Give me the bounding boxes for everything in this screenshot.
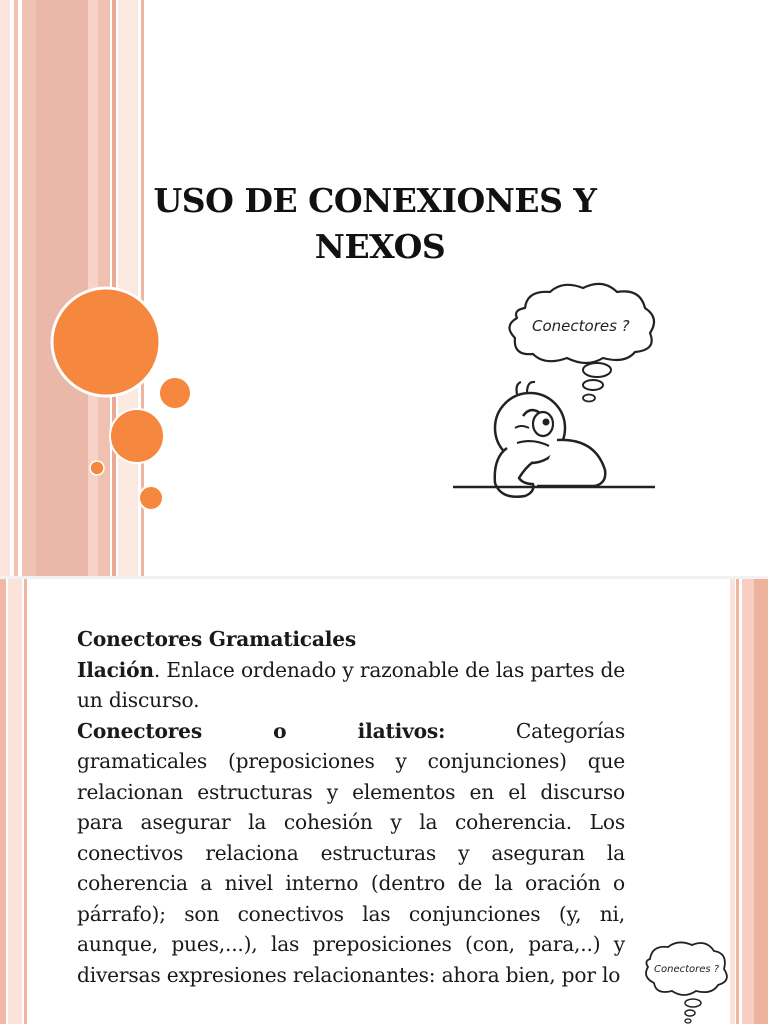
ilacion-term: Ilación — [77, 657, 154, 682]
decorative-circles — [40, 280, 210, 520]
thought-bubble-illustration — [638, 939, 733, 1024]
ilacion-definition: . Enlace ordenado y razonable de las partes de un discurso. — [77, 657, 625, 712]
content-slide — [0, 579, 768, 1024]
thought-bubble-text-small: Conectores ? — [654, 964, 720, 975]
conectores-first-line — [77, 716, 625, 747]
decorative-stripes-left — [0, 579, 30, 1024]
thinking-person-illustration — [445, 278, 670, 508]
content-text — [77, 624, 625, 990]
slide-title — [130, 178, 620, 270]
title-line-2: NEXOS — [314, 227, 446, 266]
section-heading: Conectores Gramaticales — [77, 627, 357, 651]
ilacion-paragraph — [77, 655, 625, 716]
thought-bubble-text: Conectores ? — [532, 317, 630, 335]
title-line-1: USO DE CONEXIONES Y — [153, 181, 597, 220]
conectores-first-word: Categorías — [515, 718, 625, 743]
conectores-term: Conectores o ilativos: — [77, 718, 446, 743]
decorative-stripes-right — [730, 579, 768, 1024]
conectores-definition: gramaticales (preposiciones y conjunciones) que relacionan estructuras y elementos en el discurso para asegurar la cohesión y la coherencia. Los conectivos relaciona estructuras y aseguran la coherencia a nivel interno (dentro de la oración o párrafo); son conectivos las conjunciones (y, ni, aunque, pues,...), las preposiciones (con, para,..) y diversas expresiones relacionantes: ahora bien, por lo — [77, 749, 625, 987]
